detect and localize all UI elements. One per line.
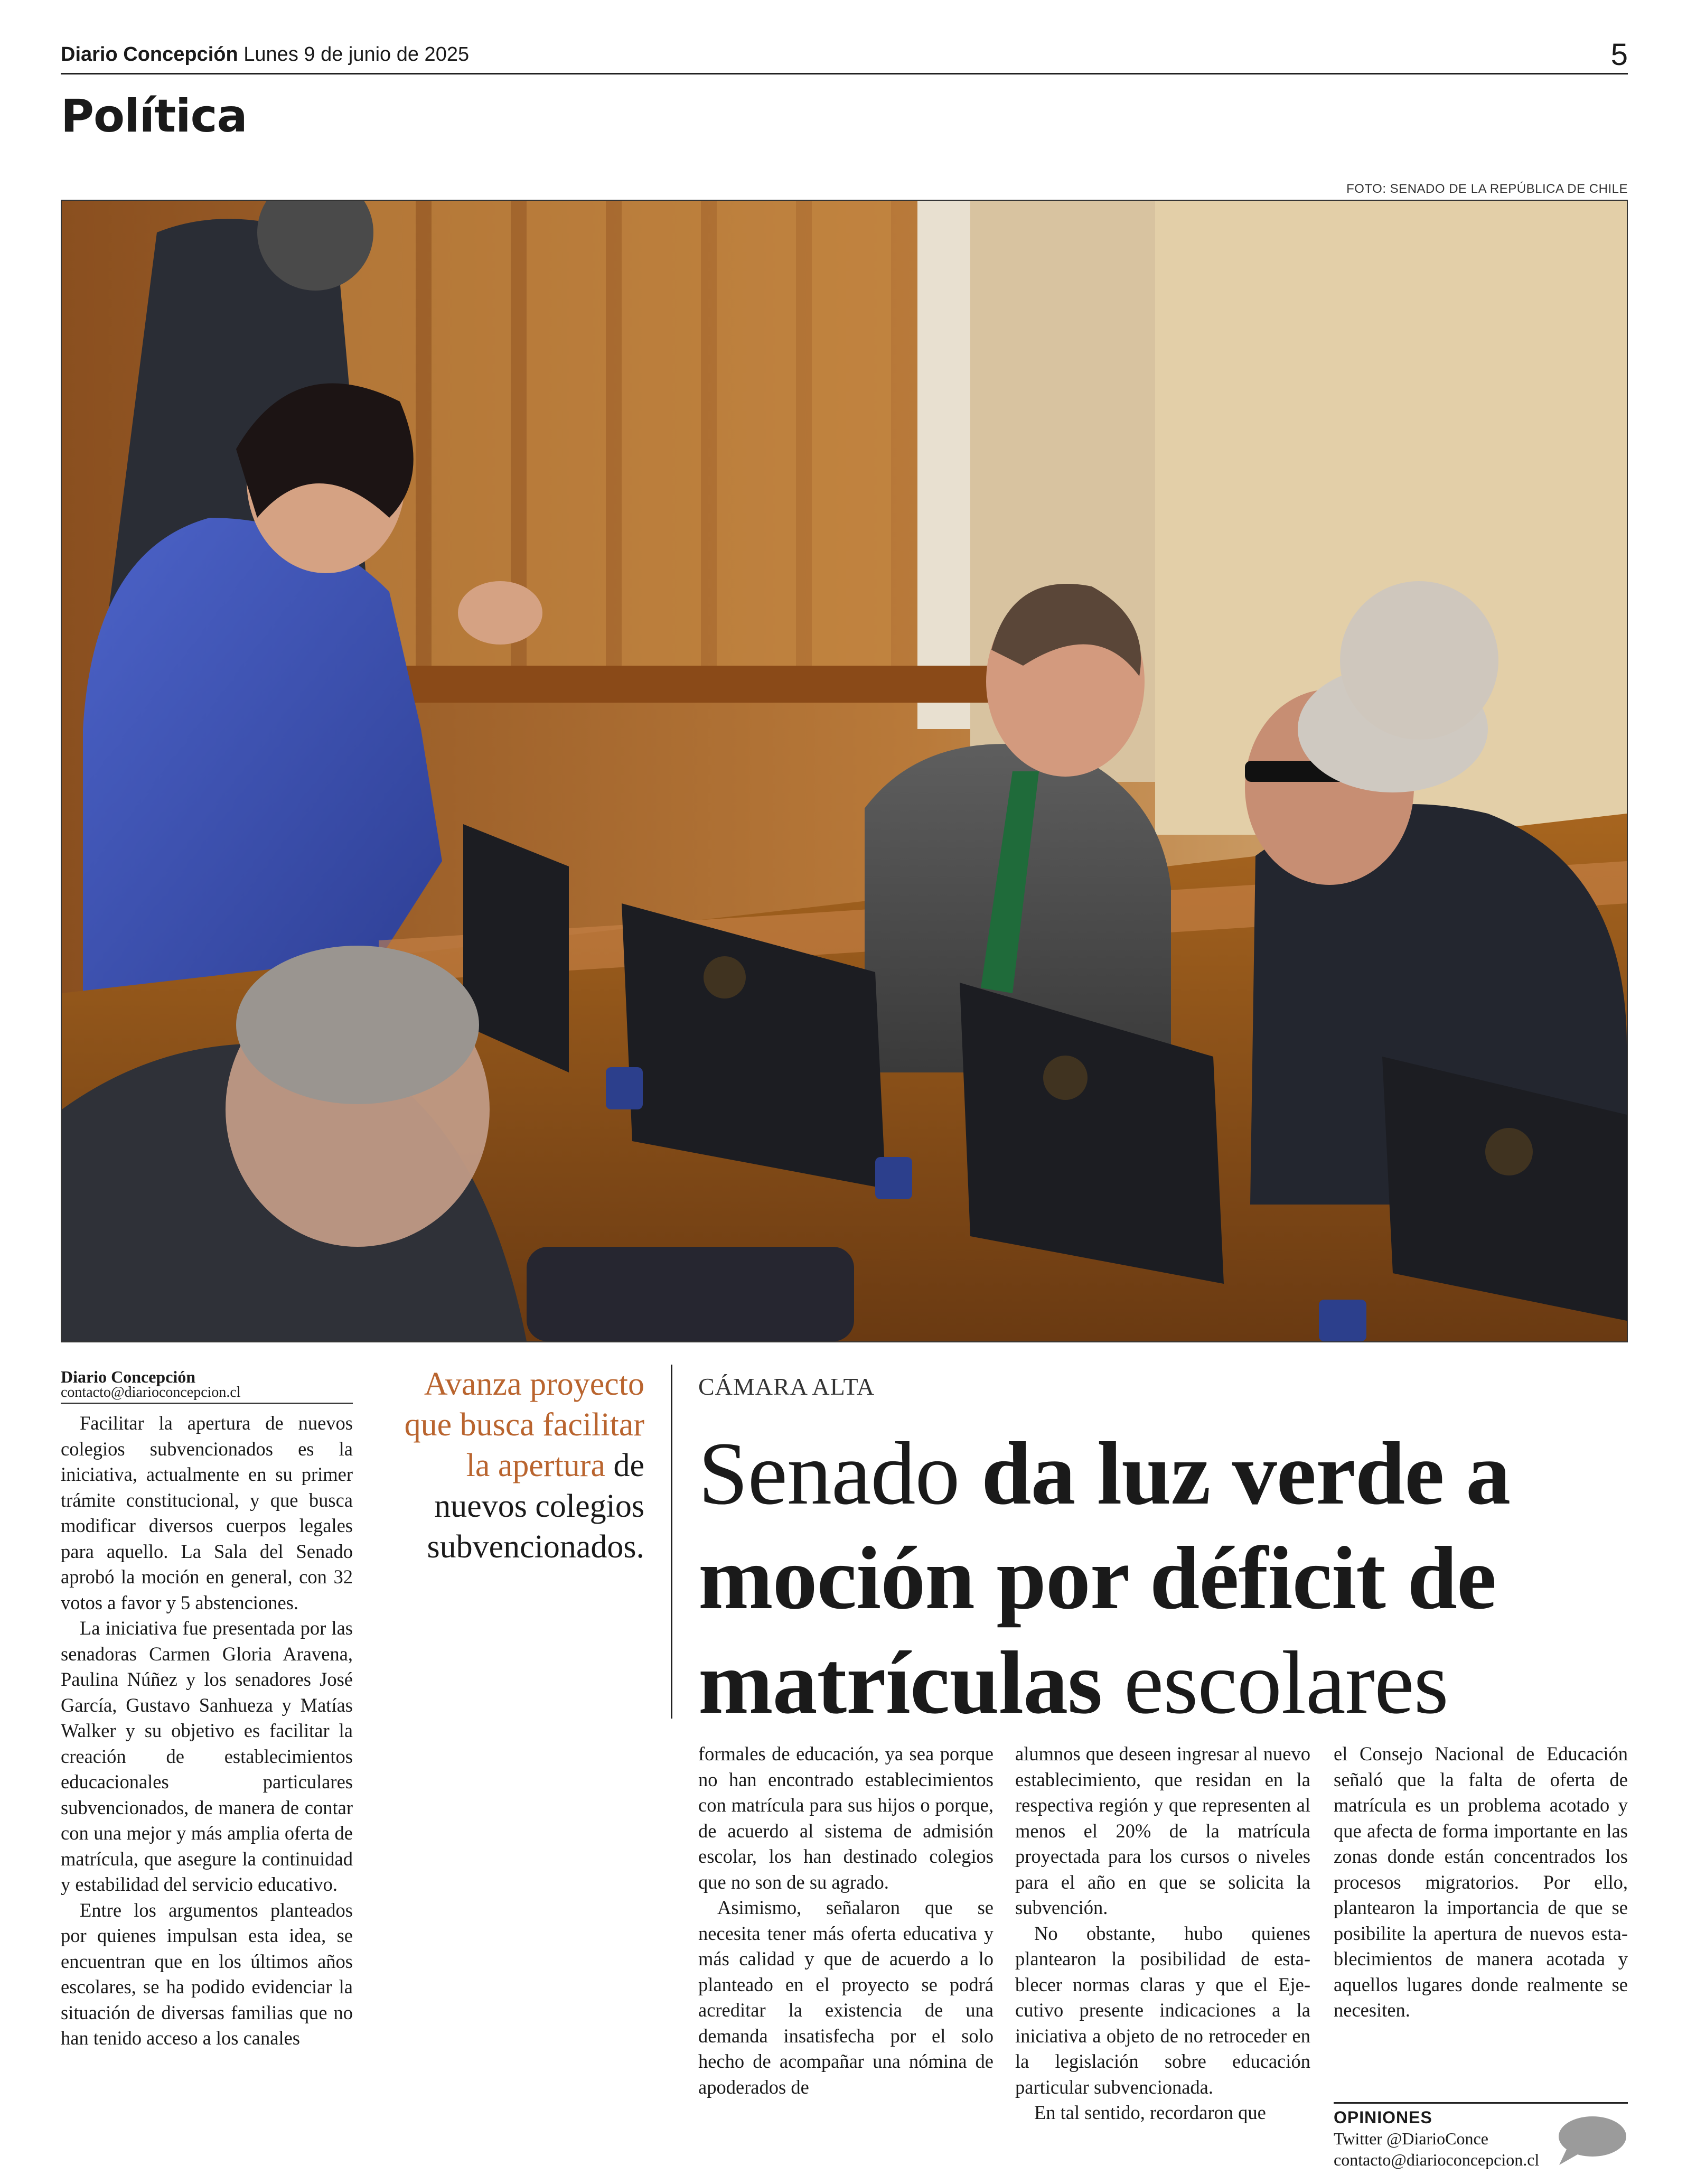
- article-column-4: [1334, 1741, 1628, 2023]
- issue-date: Lunes 9 de junio de 2025: [243, 43, 470, 66]
- article-column-1: [61, 1411, 353, 2051]
- header-rule: [61, 73, 1628, 74]
- headline-bold: da luz verde a moción por déficit de matrículas: [698, 1424, 1511, 1732]
- paragraph: formales de educación, ya sea porque no han encontrado establecimientos con matrícula para sus hijos o porque, de acuerdo al sistema de admisión escolar, los han destinado colegios que no son de su agrado.: [698, 1743, 994, 1893]
- page-number: 5: [1610, 38, 1628, 72]
- article-column-2: [698, 1741, 994, 2100]
- byline-rule: [61, 1403, 353, 1404]
- photo-credit: FOTO: SENADO DE LA REPÚBLICA DE CHILE: [1346, 182, 1628, 196]
- paragraph: el Consejo Nacional de Educación señaló que la falta de oferta de matrícula es un problema acotado y que afecta de forma importante en las zonas donde están concentrados los procesos migratorios. Por ello, plantearon la importancia de que se posibilite la apertura de nuevos establecimientos de manera acotada y aquellos lugares donde realmente se necesiten.: [1334, 1743, 1628, 2021]
- section-title: Política: [61, 90, 247, 143]
- headline: [698, 1421, 1633, 1735]
- opinions-twitter[interactable]: Twitter @DiarioConce: [1334, 2129, 1488, 2148]
- publication-name: Diario Concepción: [61, 43, 238, 66]
- byline-email: contacto@diarioconcepcion.cl: [61, 1384, 241, 1401]
- paragraph: La iniciativa fue presentada por las senadoras Carmen Gloria Aravena, Paulina Núñez y los senadores José García, Gustavo Sanhueza y Matías Walker y su objetivo es facilitar la creación de establecimientos educacionales particulares subvencionados, de manera de contar con una mejor y más amplia oferta de matrícula, que asegure la continuidad y estabilidad del servicio educativo.: [61, 1617, 353, 1895]
- headline-light-end: escolares: [1123, 1633, 1448, 1732]
- paragraph: alumnos que deseen ingresar al nuevo establecimiento, que residan en la respectiva región y que representen al menos el 20% de la matrícula proyectada para los cursos o niveles para el año en que se solicita la subvención.: [1015, 1743, 1310, 1918]
- paragraph: No obstante, hubo quienes plantearon la posibilidad de establecer normas claras y que el Ejecutivo presente indicaciones a la iniciativa a objeto de no retroceder en la legislación sobre educación particular subvencionada.: [1015, 1922, 1310, 2098]
- opinions-title: OPINIONES: [1334, 2108, 1432, 2127]
- paragraph: Facilitar la apertura de nuevos colegios subvencionados es la iniciativa, actualmente en su primer trámite constitucional, y que busca modificar diversos cuerpos legales para aquello. La Sala del Senado aprobó la moción en general, con 32 votos a favor y 5 abstenciones.: [61, 1412, 353, 1613]
- headline-light-start: Senado: [698, 1424, 960, 1523]
- deck-rest: de nuevos colegios subvencionados.: [427, 1448, 644, 1565]
- speech-bubble-icon: [1557, 2114, 1628, 2170]
- paragraph: Entre los argumentos planteados por quienes impulsan esta idea, se encuentran que en los últimos años escolares, se ha podido evidenciar la situación de diversas familias que no han tenido acceso a los canales: [61, 1899, 353, 2049]
- byline-name: Diario Concepción: [61, 1367, 196, 1386]
- opinions-rule: [1334, 2102, 1628, 2104]
- paragraph: Asimismo, señalaron que se necesita tener más oferta educativa y más calidad y que de acuerdo a lo planteado en el proyecto se podrá acreditar la existencia de una demanda insatisfecha por el solo hecho de acompañar una nómina de apoderados de: [698, 1897, 994, 2098]
- opinions-email[interactable]: contacto@diarioconcepcion.cl: [1334, 2150, 1540, 2169]
- deck-highlight: Avanza proyecto que busca facilitar la apertura: [404, 1366, 644, 1483]
- header-dateline: [61, 43, 469, 66]
- paragraph: En tal sentido, recordaron que: [1034, 2102, 1266, 2123]
- deck-divider: [671, 1365, 672, 1719]
- kicker: CÁMARA ALTA: [698, 1373, 875, 1400]
- senate-chamber-photo: [61, 200, 1628, 1342]
- article-column-3: [1015, 1741, 1310, 2126]
- article-deck: [380, 1364, 644, 1567]
